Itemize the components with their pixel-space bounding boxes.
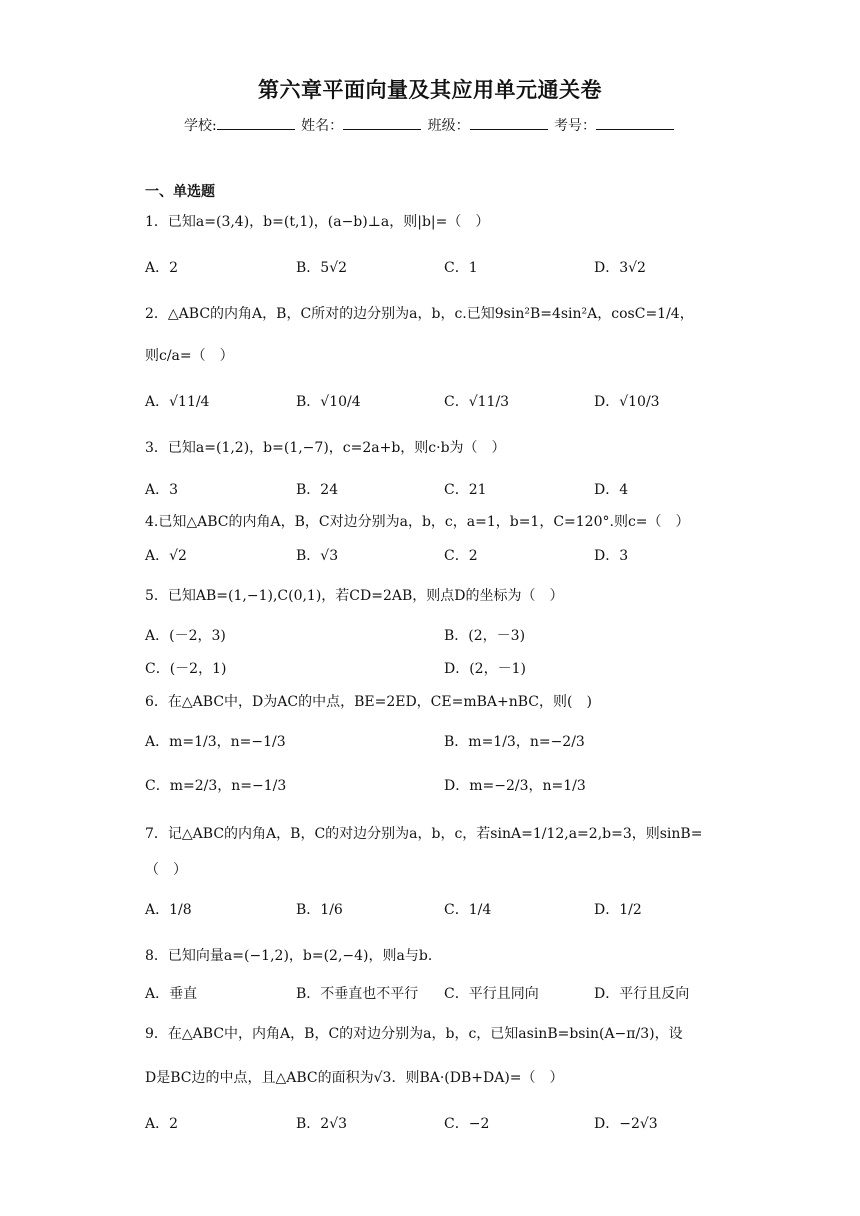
school-label: 学校: <box>183 118 217 134</box>
q7-option-d[interactable]: D．1/2 <box>594 902 642 918</box>
student-info-line <box>0 115 860 135</box>
question-8-stem: 8．已知向量a=(−1,2)，b=(2,−4)，则a与b． <box>145 948 442 964</box>
q4-option-d[interactable]: D．3 <box>594 548 629 564</box>
q4-option-b[interactable]: B．√3 <box>296 548 339 564</box>
q4-option-a[interactable]: A．√2 <box>145 548 187 564</box>
q8-option-c[interactable]: C．平行且同向 <box>444 986 539 1002</box>
q1-option-d[interactable]: D．3√2 <box>594 260 646 276</box>
name-blank[interactable] <box>343 115 421 130</box>
section-heading: 一、单选题 <box>145 184 215 200</box>
page-title: 第六章平面向量及其应用单元通关卷 <box>258 77 602 102</box>
exam-no-blank[interactable] <box>596 115 674 130</box>
q7-option-b[interactable]: B．1/6 <box>296 902 343 918</box>
exam-no-label: 考号： <box>554 118 597 134</box>
school-blank[interactable] <box>217 115 295 130</box>
q7-option-c[interactable]: C．1/4 <box>444 902 492 918</box>
class-blank[interactable] <box>470 115 548 130</box>
question-4-stem: 4.已知△ABC的内角A，B，C对边分别为a，b，c，a=1，b=1，C=120°.则c=（ ） <box>145 514 690 530</box>
question-6-stem: 6．在△ABC中，D为AC的中点，BE=2ED，CE=mBA+nBC，则( ) <box>145 694 592 710</box>
question-2-stem: 2．△ABC的内角A，B，C所对的边分别为a，b，c.已知9sin²B=4sin²A，cosC=1/4， <box>145 306 694 322</box>
q8-option-d[interactable]: D．平行且反向 <box>594 986 690 1002</box>
q2-option-a[interactable]: A．√11/4 <box>145 394 210 410</box>
question-1-stem: 1．已知a=(3,4)，b=(t,1)，(a−b)⊥a，则|b|=（ ） <box>145 214 490 230</box>
q7-option-a[interactable]: A．1/8 <box>145 902 192 918</box>
q9-option-c[interactable]: C．−2 <box>444 1116 490 1132</box>
q5-option-c[interactable]: C．(－2，1) <box>145 661 227 677</box>
q1-option-a[interactable]: A．2 <box>145 260 179 276</box>
q9-option-d[interactable]: D．−2√3 <box>594 1116 658 1132</box>
question-5-stem: 5．已知AB=(1,−1),C(0,1)，若CD=2AB，则点D的坐标为（ ） <box>145 588 564 604</box>
name-label: 姓名： <box>301 118 344 134</box>
q6-option-b[interactable]: B．m=1/3，n=−2/3 <box>444 734 585 750</box>
q8-option-a[interactable]: A．垂直 <box>145 986 198 1002</box>
q3-option-a[interactable]: A．3 <box>145 482 179 498</box>
q3-option-b[interactable]: B．24 <box>296 482 339 498</box>
q3-option-c[interactable]: C．21 <box>444 482 487 498</box>
q6-option-a[interactable]: A．m=1/3，n=−1/3 <box>145 734 286 750</box>
q6-option-c[interactable]: C．m=2/3，n=−1/3 <box>145 778 287 794</box>
question-3-stem: 3．已知a=(1,2)，b=(1,−7)，c=2a+b，则c·b为（ ） <box>145 440 506 456</box>
q5-option-d[interactable]: D．(2，－1) <box>444 661 526 677</box>
q6-option-d[interactable]: D．m=−2/3，n=1/3 <box>444 778 586 794</box>
q8-option-b[interactable]: B．不垂直也不平行 <box>296 986 419 1002</box>
question-2-stem-cont: 则c/a=（ ） <box>145 348 234 364</box>
class-label: 班级： <box>427 118 470 134</box>
q9-option-a[interactable]: A．2 <box>145 1116 179 1132</box>
q4-option-c[interactable]: C．2 <box>444 548 478 564</box>
question-9-stem: 9．在△ABC中，内角A，B，C的对边分别为a，b，c，已知asinB=bsin(A−π/3)，设 <box>145 1026 683 1042</box>
q1-option-b[interactable]: B．5√2 <box>296 260 348 276</box>
q5-option-b[interactable]: B．(2，－3) <box>444 628 526 644</box>
q9-option-b[interactable]: B．2√3 <box>296 1116 348 1132</box>
q2-option-b[interactable]: B．√10/4 <box>296 394 361 410</box>
q2-option-c[interactable]: C．√11/3 <box>444 394 510 410</box>
q3-option-d[interactable]: D．4 <box>594 482 629 498</box>
q1-option-c[interactable]: C．1 <box>444 260 478 276</box>
q2-option-d[interactable]: D．√10/3 <box>594 394 660 410</box>
question-7-stem-cont: （ ） <box>145 862 187 878</box>
q5-option-a[interactable]: A．(－2，3) <box>145 628 226 644</box>
question-9-stem-cont: D是BC边的中点，且△ABC的面积为√3．则BA·(DB+DA)=（ ） <box>145 1070 564 1086</box>
question-7-stem: 7．记△ABC的内角A，B，C的对边分别为a，b，c，若sinA=1/12,a=2,b=3，则sinB= <box>145 826 703 842</box>
